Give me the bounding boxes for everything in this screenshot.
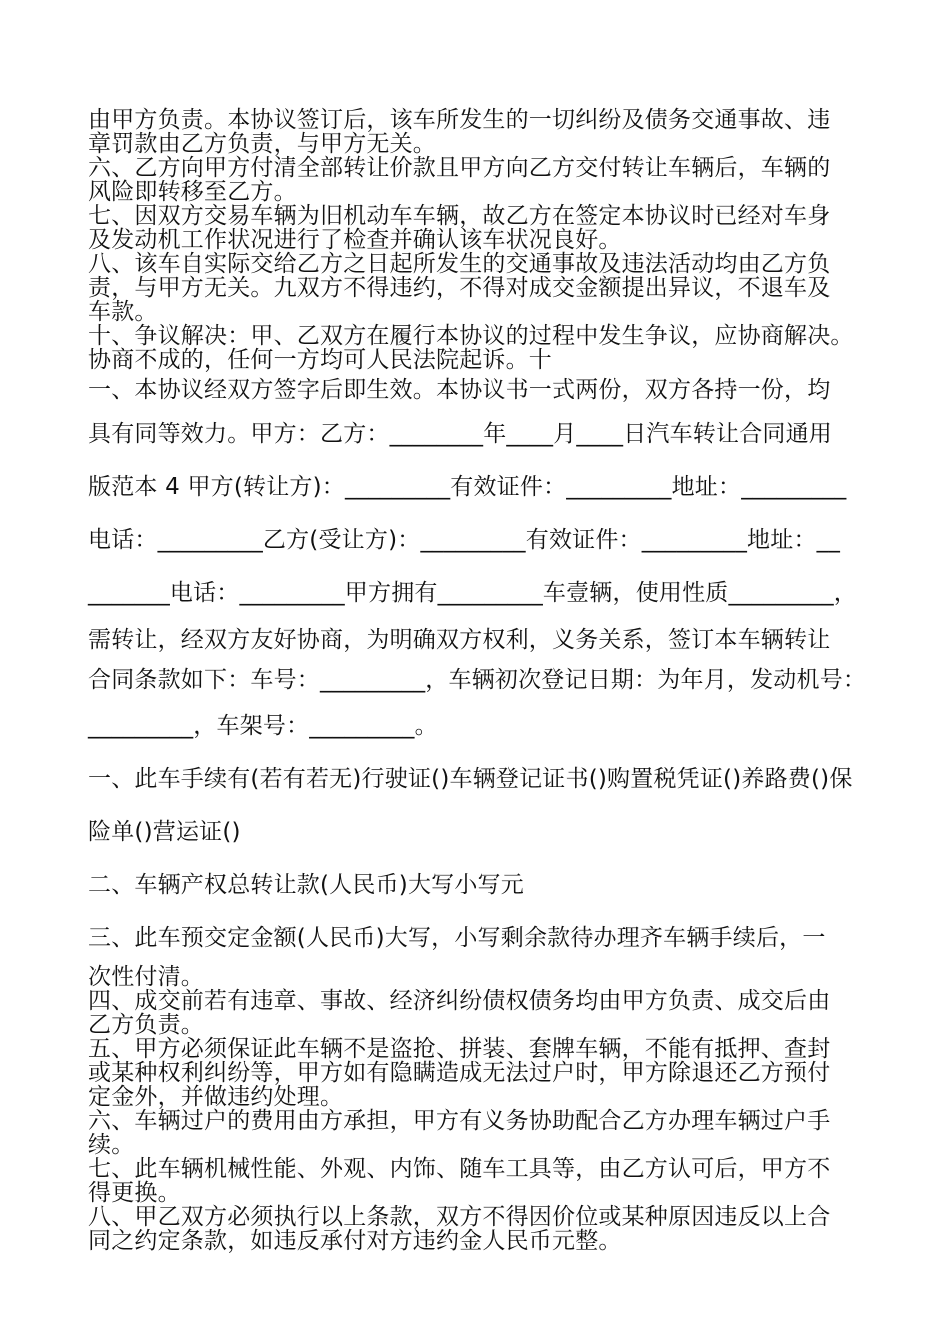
paragraph-line: 电话：_________乙方(受让方)：_________有效证件：_________地址：__ [88, 527, 841, 553]
paragraph-line: 版范本 4 甲方(转让方)：_________有效证件：_________地址：_________ [88, 474, 847, 500]
paragraph-line: 合同条款如下：车号：_________，车辆初次登记日期：为年月，发动机号： [88, 667, 867, 693]
paragraph-line: 五、甲方必须保证此车辆不是盗抢、拼装、套牌车辆，不能有抵押、查封 [88, 1036, 831, 1062]
paragraph-line: 险单()营运证() [88, 819, 241, 845]
paragraph-line: 一、此车手续有(若有若无)行驶证()车辆登记证书()购置税凭证()养路费()保 [88, 766, 853, 792]
paragraph-line: 续。 [88, 1132, 135, 1158]
paragraph-line: 协商不成的，任何一方均可人民法院起诉。十 [88, 347, 552, 373]
text-block-spaced [88, 372, 878, 965]
paragraph-line: 或某种权利纠纷等，甲方如有隐瞒造成无法过户时，甲方除退还乙方预付 [88, 1060, 831, 1086]
paragraph-line: 三、此车预交定金额(人民币)大写，小写剩余款待办理齐车辆手续后，一 [88, 925, 826, 951]
paragraph-line: 需转让，经双方友好协商，为明确双方权利，义务关系，签订本车辆转让 [88, 627, 831, 653]
text-block-dense-bottom [88, 965, 878, 1253]
paragraph-line: 定金外，并做违约处理。 [88, 1084, 344, 1110]
paragraph-line: 具有同等效力。甲方：乙方：________年____月____日汽车转让合同通用 [88, 421, 832, 447]
paragraph-line: 乙方负责。 [88, 1012, 204, 1038]
paragraph-line: 六、车辆过户的费用由方承担，甲方有义务协助配合乙方办理车辆过户手 [88, 1108, 831, 1134]
paragraph-line: 八、该车自实际交给乙方之日起所发生的交通事故及违法活动均由乙方负 [88, 251, 831, 277]
paragraph-line: 七、因双方交易车辆为旧机动车车辆，故乙方在签定本协议时已经对车身 [88, 203, 831, 229]
paragraph-line: 二、车辆产权总转让款(人民币)大写小写元 [88, 872, 524, 898]
paragraph-line: 一、本协议经双方签字后即生效。本协议书一式两份，双方各持一份，均 [88, 377, 831, 403]
paragraph-line: 次性付清。 [88, 964, 204, 990]
paragraph-line: 得更换。 [88, 1180, 181, 1206]
paragraph-line: 七、此车辆机械性能、外观、内饰、随车工具等，由乙方认可后，甲方不 [88, 1156, 831, 1182]
paragraph-line: 八、甲乙双方必须执行以上条款，双方不得因价位或某种原因违反以上合 [88, 1204, 831, 1230]
paragraph-line: 责，与甲方无关。九双方不得违约，不得对成交金额提出异议，不退车及 [88, 275, 831, 301]
paragraph-line: 六、乙方向甲方付清全部转让价款且甲方向乙方交付转让车辆后，车辆的 [88, 155, 831, 181]
paragraph-line: 风险即转移至乙方。 [88, 179, 297, 205]
document-page [88, 108, 878, 1253]
paragraph-line: 章罚款由乙方负责，与甲方无关。 [88, 131, 436, 157]
paragraph-line: 同之约定条款，如违反承付对方违约金人民币元整。 [88, 1228, 622, 1254]
paragraph-line: 车款。 [88, 299, 158, 325]
paragraph-line: _______电话：_________甲方拥有_________车壹辆，使用性质_________， [88, 580, 857, 606]
paragraph-line: 及发动机工作状况进行了检查并确认该车状况良好。 [88, 227, 622, 253]
paragraph-line: 四、成交前若有违章、事故、经济纠纷债权债务均由甲方负责、成交后由 [88, 988, 831, 1014]
paragraph-line: 十、争议解决：甲、乙双方在履行本协议的过程中发生争议，应协商解决。 [88, 323, 854, 349]
paragraph-line: 由甲方负责。本协议签订后，该车所发生的一切纠纷及债务交通事故、违 [88, 107, 831, 133]
paragraph-line: _________，车架号：_________。 [88, 713, 438, 739]
text-block-dense-top [88, 108, 878, 372]
